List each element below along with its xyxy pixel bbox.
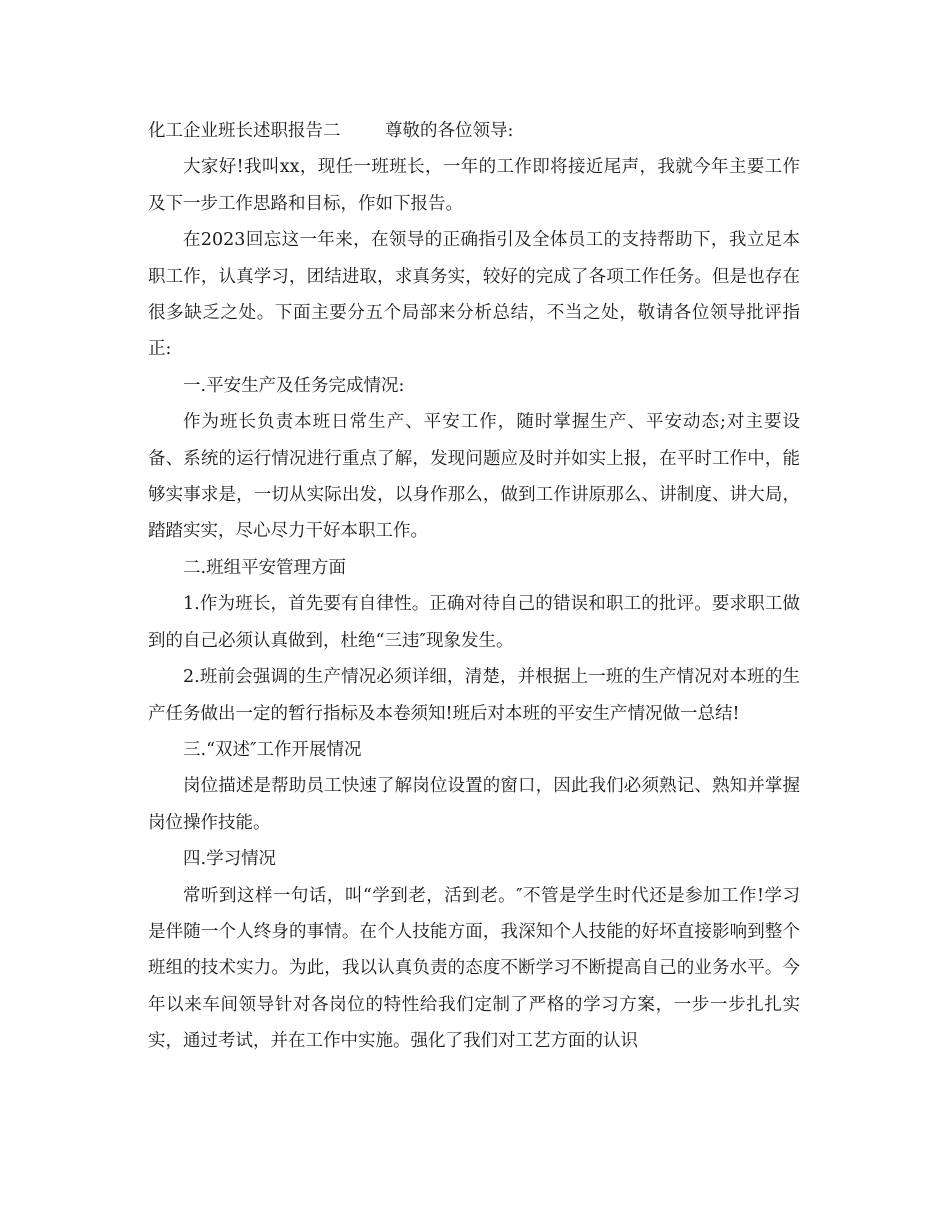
paragraph-safety-production: 作为班长负责本班日常生产、平安工作，随时掌握生产、平安动态;对主要设备、系统的运行情况进行重点了解，发现问题应及时并如实上报，在平时工作中，能够实事求是，一切从实际出发，以身作那么，做到工作讲原那么、讲制度、讲大局，踏踏实实，尽心尽力干好本职工作。: [148, 412, 800, 542]
section-heading-safety-production: 一.平安生产及任务完成情况:: [183, 375, 405, 396]
paragraph-study: 常听到这样一句话，叫“学到老，活到老。″不管是学生时代还是参加工作!学习是伴随一个人终身的事情。在个人技能方面，我深知个人技能的好坏直接影响到整个班组的技术实力。为此，我以认真负责的态度不断学习不断提高自己的业务水平。今年以来车间领导针对各岗位的特性给我们定制了严格的学习方案，一步一步扎扎实实，通过考试，并在工作中实施。强化了我们对工艺方面的认识: [148, 885, 800, 1052]
paragraph-greeting: 大家好!我叫xx，现任一班班长，一年的工作即将接近尾声，我就今年主要工作及下一步工作思路和目标，作如下报告。: [148, 157, 800, 214]
document-body: [148, 113, 800, 1060]
section-heading-team-safety: 二.班组平安管理方面: [183, 557, 347, 578]
paragraph-team-safety-1: 1.作为班长，首先要有自律性。正确对待自己的错误和职工的批评。要求职工做到的自己必须认真做到，杜绝“三违″现象发生。: [148, 594, 800, 651]
title-line: [148, 113, 800, 149]
section-heading-study: 四.学习情况: [183, 849, 277, 870]
paragraph-team-safety-2: 2.班前会强调的生产情况必须详细，清楚，并根据上一班的生产情况对本班的生产任务做出一定的暂行指标及本卷须知!班后对本班的平安生产情况做一总结!: [148, 667, 800, 724]
section-heading-dual-description: 三.“双述″工作开展情况: [183, 739, 362, 760]
paragraph-review: 在2023回忘这一年来，在领导的正确指引及全体员工的支持帮助下，我立足本职工作，认真学习，团结进取，求真务实，较好的完成了各项工作任务。但是也存在很多缺乏之处。下面主要分五个局部来分析总结，不当之处，敬请各位领导批评指正:: [148, 230, 800, 360]
document-title: 化工企业班长述职报告二: [148, 121, 341, 141]
paragraph-dual-description: 岗位描述是帮助员工快速了解岗位设置的窗口，因此我们必须熟记、熟知并掌握岗位操作技能。: [148, 776, 800, 833]
salutation: 尊敬的各位领导:: [385, 121, 514, 141]
